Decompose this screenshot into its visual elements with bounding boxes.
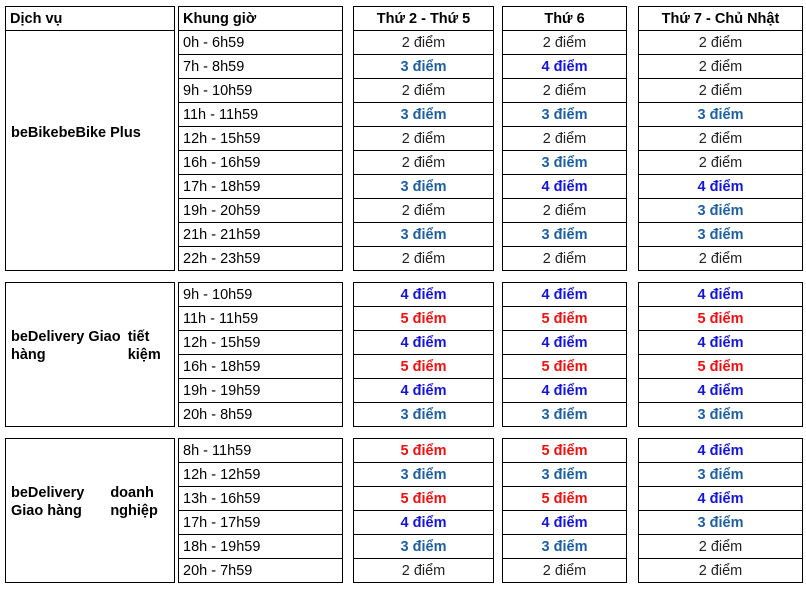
points-cell-sat-sun: 4 điểm [638,174,803,199]
time-slot: 20h - 7h59 [178,558,343,583]
points-cell-fri: 2 điểm [502,78,627,103]
time-slot: 13h - 16h59 [178,486,343,511]
points-cell-sat-sun: 3 điểm [638,510,803,535]
points-cell-fri: 4 điểm [502,510,627,535]
points-cell-sat-sun: 2 điểm [638,534,803,559]
time-slot: 9h - 10h59 [178,282,343,307]
points-cell-fri: 3 điểm [502,222,627,247]
time-slot: 18h - 19h59 [178,534,343,559]
points-cell-mon-thu: 5 điểm [353,438,494,463]
points-cell-mon-thu: 4 điểm [353,510,494,535]
points-cell-fri: 5 điểm [502,438,627,463]
points-cell-sat-sun: 2 điểm [638,126,803,151]
points-cell-mon-thu: 3 điểm [353,534,494,559]
points-cell-mon-thu: 2 điểm [353,78,494,103]
points-cell-mon-thu: 4 điểm [353,282,494,307]
points-cell-sat-sun: 5 điểm [638,354,803,379]
points-cell-sat-sun: 4 điểm [638,486,803,511]
time-slot: 17h - 18h59 [178,174,343,199]
time-slot: 12h - 15h59 [178,330,343,355]
points-cell-mon-thu: 5 điểm [353,486,494,511]
points-cell-sat-sun: 2 điểm [638,30,803,55]
points-cell-mon-thu: 3 điểm [353,102,494,127]
time-slot: 22h - 23h59 [178,246,343,271]
service-name-line: beBike Plus [58,125,141,141]
points-cell-mon-thu: 2 điểm [353,558,494,583]
header-sat-sun: Thứ 7 - Chủ Nhật [638,6,803,31]
points-cell-fri: 2 điểm [502,558,627,583]
points-cell-fri: 3 điểm [502,462,627,487]
service-name-line: tiết kiệm [127,329,161,363]
time-slot: 19h - 20h59 [178,198,343,223]
points-cell-mon-thu: 3 điểm [353,174,494,199]
time-slot: 17h - 17h59 [178,510,343,535]
points-cell-fri: 4 điểm [502,174,627,199]
time-slot: 19h - 19h59 [178,378,343,403]
points-cell-fri: 4 điểm [502,378,627,403]
points-cell-mon-thu: 4 điểm [353,378,494,403]
points-cell-fri: 4 điểm [502,282,627,307]
points-cell-mon-thu: 5 điểm [353,354,494,379]
service-name-line: doanh nghiệp [110,485,158,519]
points-cell-fri: 3 điểm [502,402,627,427]
points-cell-mon-thu: 2 điểm [353,126,494,151]
points-cell-mon-thu: 5 điểm [353,306,494,331]
points-cell-fri: 5 điểm [502,306,627,331]
points-cell-fri: 4 điểm [502,330,627,355]
service-name-line: beDelivery Giao hàng [11,329,121,363]
points-cell-mon-thu: 4 điểm [353,330,494,355]
service-name [5,30,175,271]
points-cell-sat-sun: 3 điểm [638,402,803,427]
points-cell-fri: 3 điểm [502,102,627,127]
points-cell-sat-sun: 4 điểm [638,438,803,463]
points-cell-fri: 4 điểm [502,54,627,79]
time-slot: 20h - 8h59 [178,402,343,427]
points-cell-sat-sun: 2 điểm [638,246,803,271]
header-fri: Thứ 6 [502,6,627,31]
points-cell-mon-thu: 3 điểm [353,222,494,247]
time-slot: 16h - 18h59 [178,354,343,379]
points-cell-mon-thu: 2 điểm [353,246,494,271]
header-time: Khung giờ [178,6,343,31]
points-cell-mon-thu: 3 điểm [353,402,494,427]
points-cell-sat-sun: 3 điểm [638,222,803,247]
points-cell-sat-sun: 2 điểm [638,54,803,79]
header-mon-thu: Thứ 2 - Thứ 5 [353,6,494,31]
points-cell-mon-thu: 2 điểm [353,150,494,175]
points-cell-sat-sun: 4 điểm [638,378,803,403]
points-cell-fri: 5 điểm [502,354,627,379]
service-name [5,438,175,583]
points-cell-sat-sun: 2 điểm [638,150,803,175]
points-cell-fri: 5 điểm [502,486,627,511]
points-cell-fri: 2 điểm [502,246,627,271]
time-slot: 0h - 6h59 [178,30,343,55]
points-cell-sat-sun: 5 điểm [638,306,803,331]
points-cell-fri: 3 điểm [502,150,627,175]
service-name-line: beDelivery Giao hàng [11,485,85,519]
points-cell-fri: 2 điểm [502,30,627,55]
time-slot: 9h - 10h59 [178,78,343,103]
points-cell-fri: 2 điểm [502,126,627,151]
points-cell-sat-sun: 2 điểm [638,558,803,583]
service-name [5,282,175,427]
points-cell-mon-thu: 3 điểm [353,54,494,79]
points-cell-sat-sun: 3 điểm [638,198,803,223]
time-slot: 16h - 16h59 [178,150,343,175]
time-slot: 7h - 8h59 [178,54,343,79]
points-cell-sat-sun: 4 điểm [638,282,803,307]
header-service: Dịch vụ [5,6,175,31]
time-slot: 8h - 11h59 [178,438,343,463]
time-slot: 12h - 12h59 [178,462,343,487]
points-cell-sat-sun: 3 điểm [638,102,803,127]
points-cell-fri: 3 điểm [502,534,627,559]
points-cell-mon-thu: 2 điểm [353,198,494,223]
time-slot: 11h - 11h59 [178,102,343,127]
points-cell-sat-sun: 2 điểm [638,78,803,103]
points-cell-sat-sun: 4 điểm [638,330,803,355]
time-slot: 11h - 11h59 [178,306,343,331]
points-cell-sat-sun: 3 điểm [638,462,803,487]
service-name-line: beBike [11,125,59,141]
points-cell-fri: 2 điểm [502,198,627,223]
time-slot: 12h - 15h59 [178,126,343,151]
points-cell-mon-thu: 3 điểm [353,462,494,487]
time-slot: 21h - 21h59 [178,222,343,247]
points-cell-mon-thu: 2 điểm [353,30,494,55]
